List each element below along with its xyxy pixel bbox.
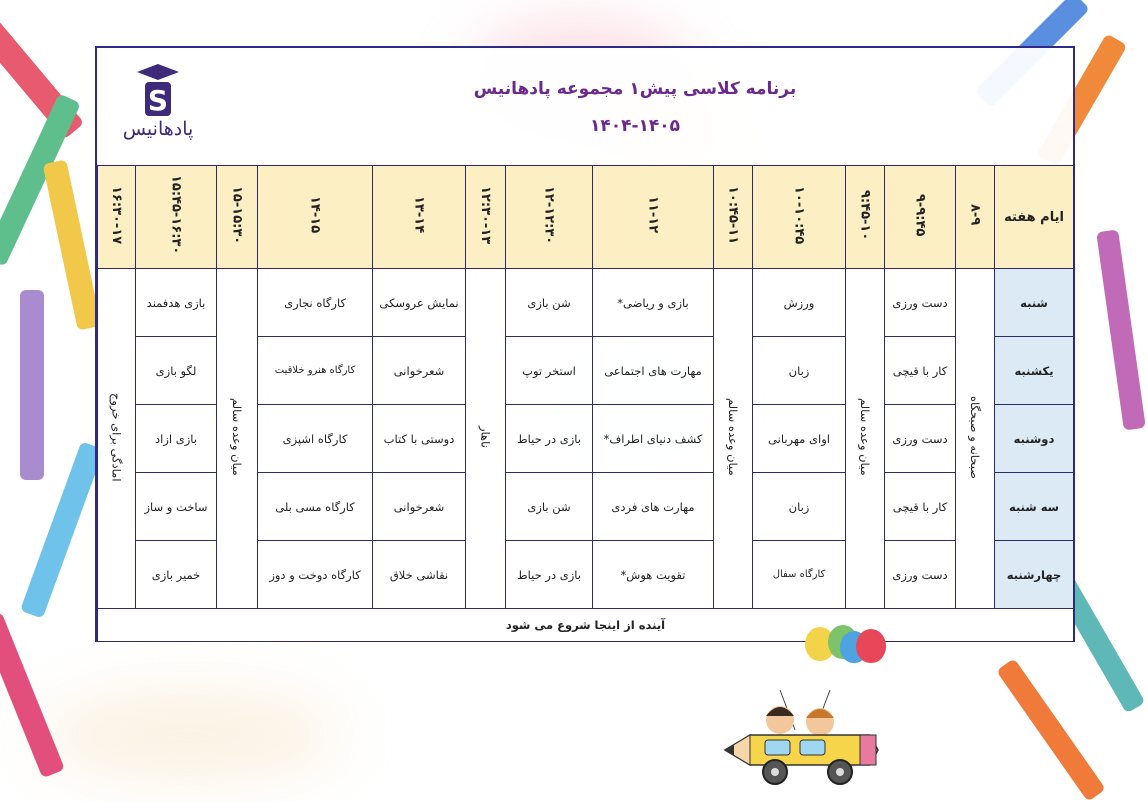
time-slot: ۹-۹:۴۵	[885, 166, 956, 269]
balloon-red	[856, 629, 886, 663]
footer-row	[98, 609, 1074, 642]
activity-cell: دست ورزی	[885, 405, 956, 473]
time-slot: ۱۵-۱۵:۳۰	[217, 166, 258, 269]
day-cell: شنبه	[995, 269, 1074, 337]
lunch-cell: ناهار	[466, 269, 506, 609]
day-cell: یکشنبه	[995, 337, 1074, 405]
school-year: ۱۴۰۴-۱۴۰۵	[589, 116, 681, 136]
day-cell: چهارشنبه	[995, 541, 1074, 609]
activity-cell: دست ورزی	[885, 541, 956, 609]
activity-cell: مهارت های اجتماعی	[593, 337, 714, 405]
schedule-card	[95, 46, 1075, 642]
activity-cell: مهارت های فردی	[593, 473, 714, 541]
time-slot: ۱۲:۳۰-۱۳	[466, 166, 506, 269]
activity-cell: استخر توپ	[506, 337, 593, 405]
logo-text: پادهانیس	[122, 118, 194, 140]
time-slot: ۱۲-۱۲:۳۰	[506, 166, 593, 269]
activity-cell: کار با قیچی	[885, 473, 956, 541]
time-header-row	[98, 166, 1074, 269]
activity-cell: لگو بازی	[136, 337, 217, 405]
snack-cell: میان وعده سالم	[217, 269, 258, 609]
time-slot: ۱۴-۱۵	[258, 166, 373, 269]
activity-cell: شن بازی	[506, 473, 593, 541]
crayon-purple	[20, 290, 44, 480]
brand-logo	[113, 60, 203, 150]
table-row	[98, 269, 1074, 337]
activity-cell: شعرخوانی	[373, 473, 466, 541]
time-slot: ۱۰:۴۵-۱۱	[714, 166, 753, 269]
activity-cell: دست ورزی	[885, 269, 956, 337]
activity-cell: کارگاه نجاری	[258, 269, 373, 337]
activity-cell: کارگاه هنرو خلاقیت	[258, 337, 373, 405]
activity-cell: نقاشی خلاق	[373, 541, 466, 609]
crayon-yellow	[43, 159, 102, 330]
activity-cell: دوستی با کتاب	[373, 405, 466, 473]
kids-pencil-car-illustration	[720, 690, 885, 790]
activity-cell: نمایش عروسکی	[373, 269, 466, 337]
activity-cell: خمیر بازی	[136, 541, 217, 609]
activity-cell: زبان	[753, 473, 846, 541]
time-slot: ۹:۴۵-۱۰	[846, 166, 885, 269]
time-slot: ۱۰-۱۰:۴۵	[753, 166, 846, 269]
activity-cell: ورزش	[753, 269, 846, 337]
activity-cell: بازی هدفمند	[136, 269, 217, 337]
page-title: برنامه کلاسی پیش۱ مجموعه پادهانیس	[473, 79, 797, 99]
activity-cell: شعرخوانی	[373, 337, 466, 405]
time-slot: ۱۶:۳۰-۱۷	[98, 166, 136, 269]
activity-cell: کارگاه سفال	[753, 541, 846, 609]
activity-cell: کارگاه دوخت و دوز	[258, 541, 373, 609]
activity-cell: شن بازی	[506, 269, 593, 337]
exit-prep-cell: امادگی برای خروج	[98, 269, 136, 609]
time-slot: ۸-۹	[956, 166, 995, 269]
crayon-pink	[1096, 229, 1146, 430]
activity-cell: اوای مهربانی	[753, 405, 846, 473]
time-slot: ۱۳-۱۴	[373, 166, 466, 269]
activity-cell: بازی در حیاط	[506, 405, 593, 473]
activity-cell: بازی ازاد	[136, 405, 217, 473]
schedule-table	[97, 165, 1074, 642]
crayon-pink	[0, 612, 65, 779]
day-cell: سه شنبه	[995, 473, 1074, 541]
motto-text: آینده از اینجا شروع می شود	[98, 609, 1074, 642]
day-cell: دوشنبه	[995, 405, 1074, 473]
time-slot: ۱۵:۴۵-۱۶:۳۰	[136, 166, 217, 269]
crayon-orange	[996, 658, 1106, 802]
days-header: ایام هفته	[995, 166, 1074, 269]
snack-cell: میان وعده سالم	[846, 269, 885, 609]
activity-cell: بازی در حیاط	[506, 541, 593, 609]
activity-cell: بازی و ریاضی*	[593, 269, 714, 337]
activity-cell: کارگاه مسی بلی	[258, 473, 373, 541]
activity-cell: زبان	[753, 337, 846, 405]
activity-cell: ساخت و ساز	[136, 473, 217, 541]
time-slot: ۱۱-۱۲	[593, 166, 714, 269]
snack-cell: میان وعده سالم	[714, 269, 753, 609]
svg-text:S: S	[147, 84, 169, 117]
activity-cell: کارگاه اشپزی	[258, 405, 373, 473]
activity-cell: کار با قیچی	[885, 337, 956, 405]
activity-cell: کشف دنیای اطراف*	[593, 405, 714, 473]
background-blob	[40, 690, 340, 780]
activity-cell: تقویت هوش*	[593, 541, 714, 609]
breakfast-cell: صبحانه و صبحگاه	[956, 269, 995, 609]
